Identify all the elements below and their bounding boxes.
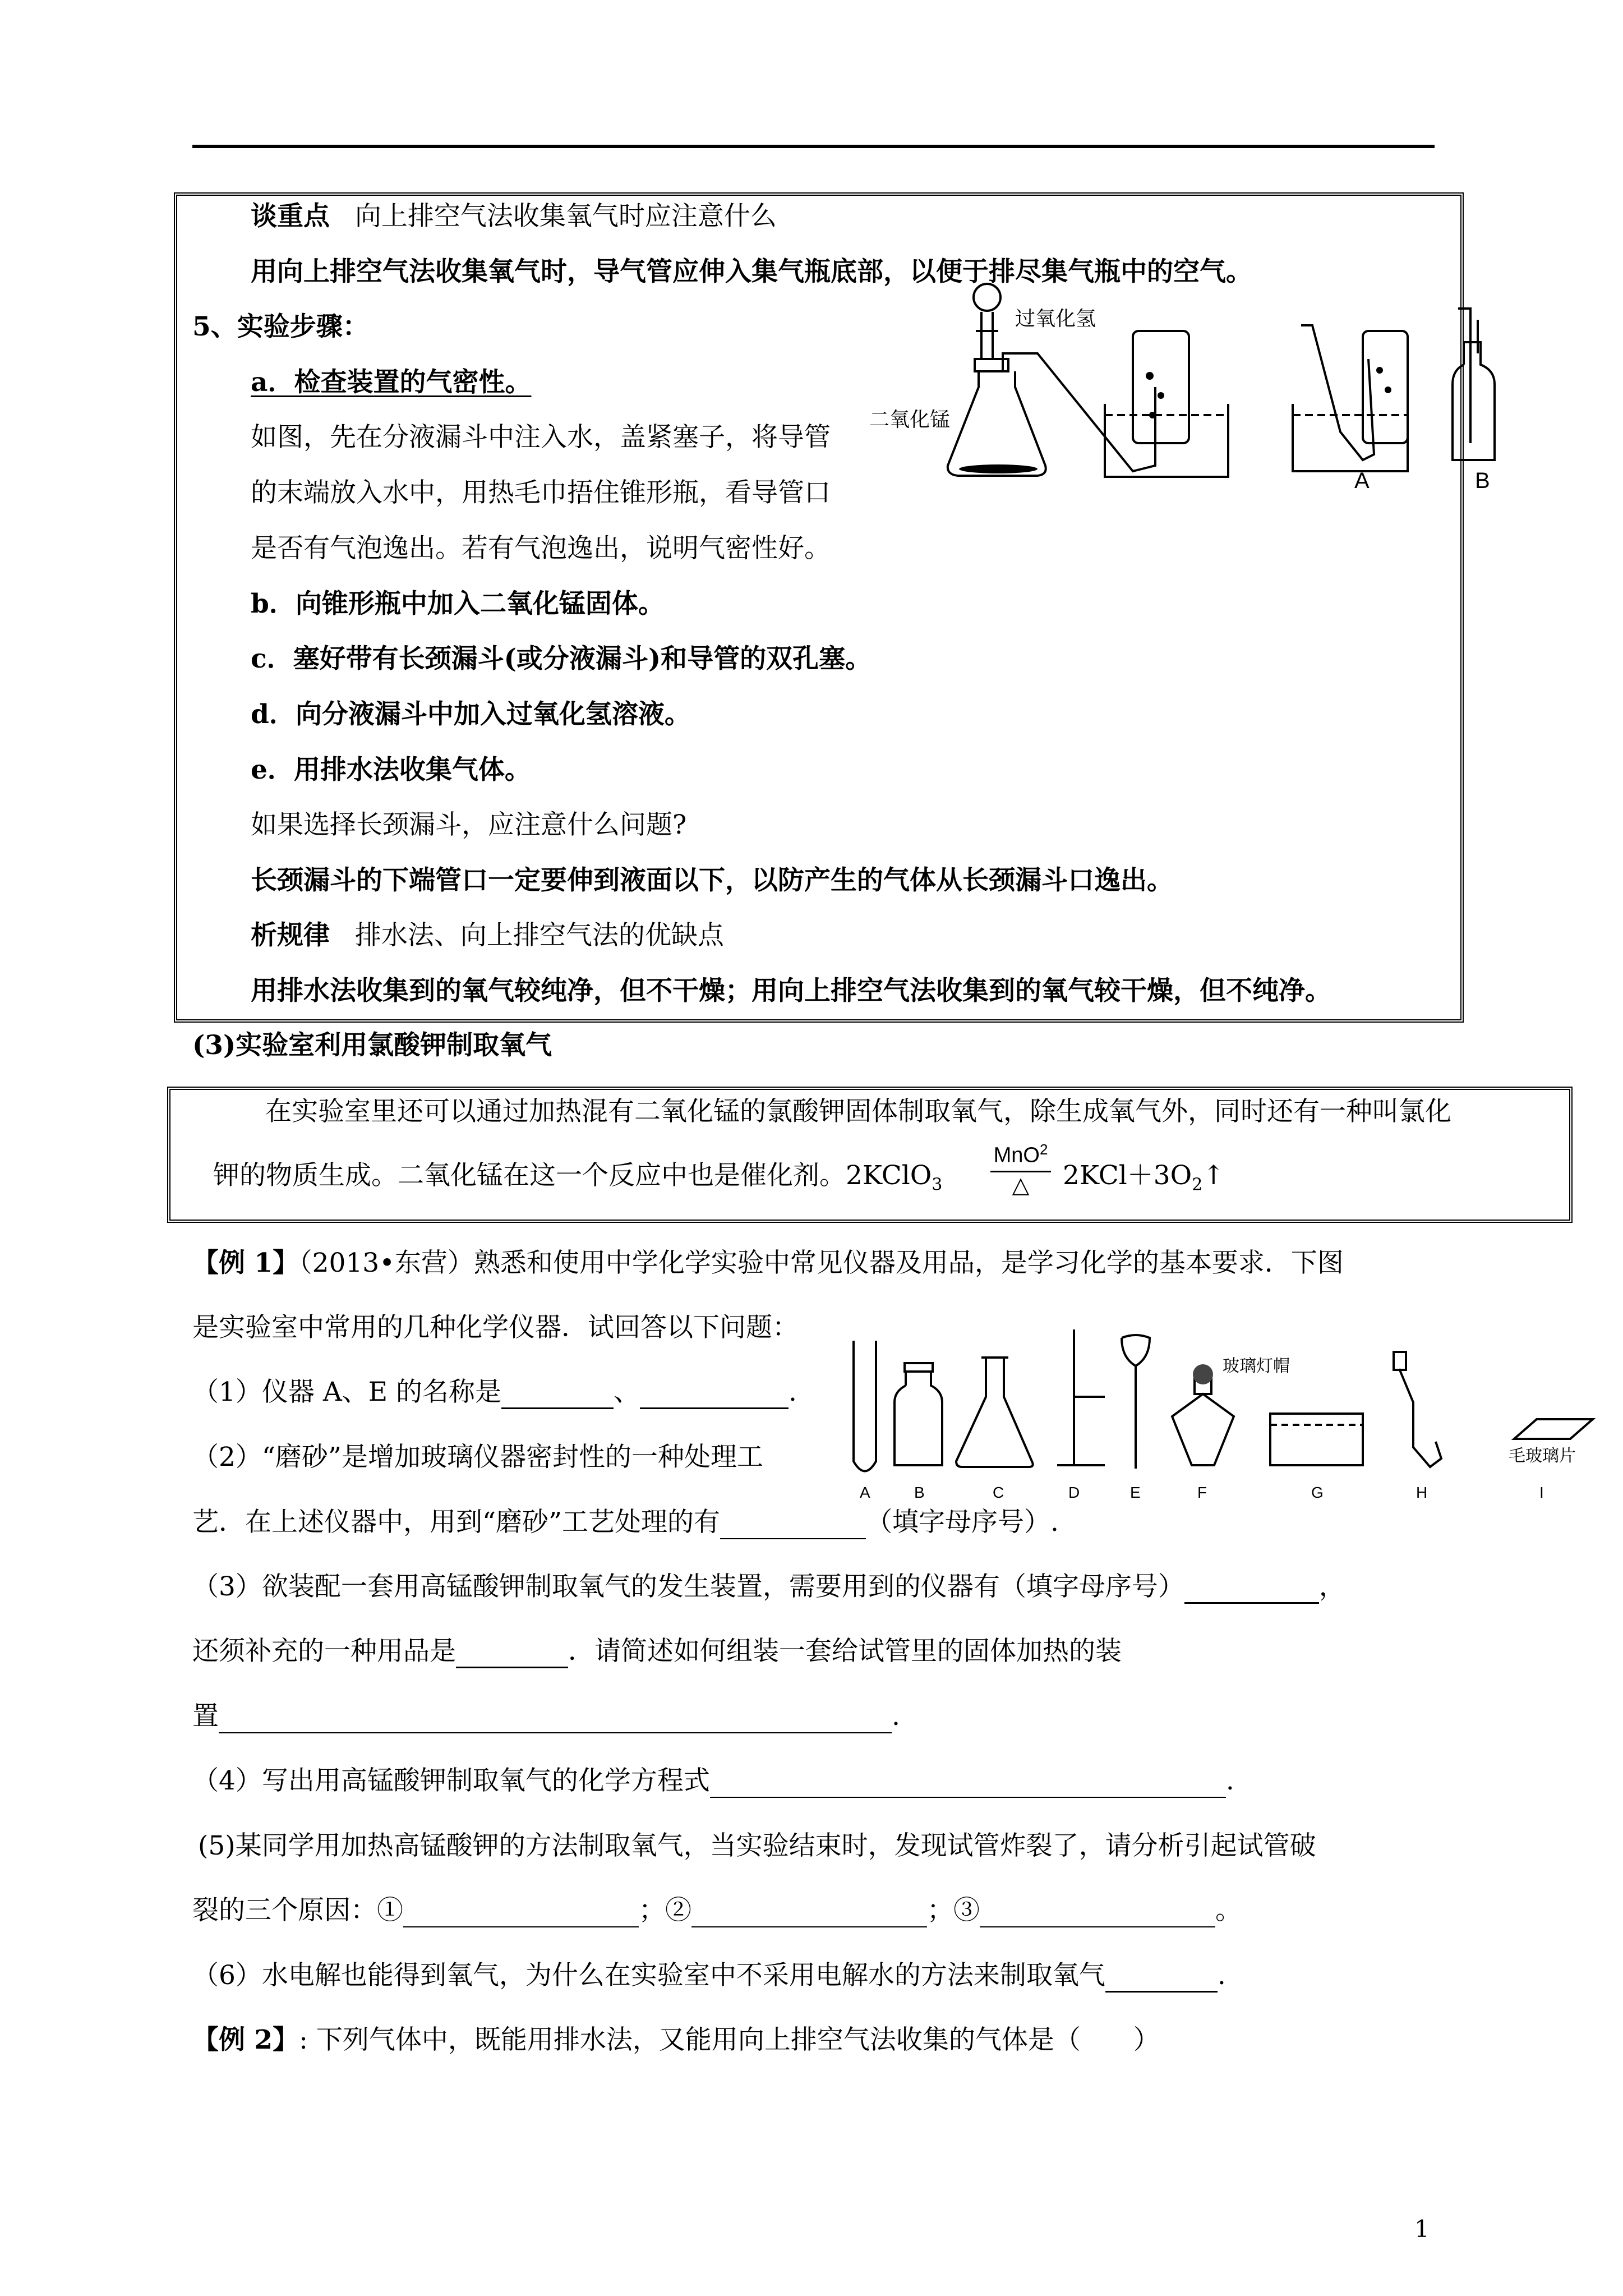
- q5-blank-1[interactable]: [403, 1902, 639, 1927]
- setup-a-label: A: [1354, 468, 1370, 493]
- ex1-q6: [192, 1959, 1226, 1993]
- header-rule: [192, 145, 1435, 148]
- q6-end: .: [1217, 1960, 1226, 1991]
- q1-end: .: [789, 1377, 797, 1407]
- gas-arrow: ↑: [1202, 1160, 1225, 1191]
- ex1-intro-2: 是实验室中常用的几种化学仪器．试回答以下问题：: [192, 1312, 799, 1343]
- q2-text: 艺．在上述仪器中，用到“磨砂”工艺处理的有: [192, 1507, 721, 1538]
- rule-text: 排水法、向上排空气法的优缺点: [354, 920, 724, 951]
- ex1-intro-1: [192, 1246, 1344, 1280]
- q5-sep-2: ；③: [927, 1895, 980, 1926]
- kclo3-products: [1063, 1159, 1225, 1202]
- q5-text: 裂的三个原因：①: [192, 1895, 403, 1926]
- q3-end: .: [892, 1701, 900, 1732]
- section-3-title: (3)实验室利用氯酸钾制取氧气: [192, 1030, 552, 1061]
- catalyst-label: MnO: [993, 1143, 1040, 1167]
- h2o2-label: 过氧化氢: [1015, 307, 1096, 330]
- ex1-q3-3: [192, 1700, 900, 1733]
- instrument-label-g: G: [1311, 1484, 1324, 1501]
- lamp-cap-label: 玻璃灯帽: [1223, 1357, 1290, 1375]
- instruments-figure: [841, 1318, 1604, 1503]
- answer-comparison: 用排水法收集到的氧气较纯净，但不干燥；用向上排空气法收集到的氧气较干燥，但不纯净。: [251, 976, 1331, 1006]
- instrument-label-h: H: [1416, 1484, 1428, 1501]
- instrument-label-f: F: [1197, 1484, 1207, 1501]
- catalyst-superscript: 2: [1039, 1141, 1048, 1158]
- ex1-q3-1: [192, 1570, 1345, 1604]
- q5-sep-1: ；②: [639, 1895, 691, 1926]
- q3-assemble-text: ．请简述如何组装一套给试管里的固体加热的装: [568, 1636, 1122, 1667]
- key-point-heading: [251, 200, 777, 233]
- heat-symbol: △: [1012, 1172, 1030, 1198]
- q1-blank-2[interactable]: [640, 1383, 789, 1409]
- step-a-desc-3: 是否有气泡逸出。若有气泡逸出，说明气密性好。: [251, 533, 831, 564]
- reaction-condition: [987, 1137, 1054, 1198]
- q6-text: （6）水电解也能得到氧气，为什么在实验室中不采用电解水的方法来制取氧气: [192, 1960, 1105, 1991]
- o2-subscript: 2: [1192, 1175, 1203, 1195]
- q3-device-text: 置: [192, 1701, 219, 1732]
- frosted-glass-label: 毛玻璃片: [1509, 1447, 1576, 1465]
- q5-blank-3[interactable]: [980, 1902, 1215, 1927]
- instrument-label-i: I: [1539, 1484, 1544, 1501]
- page-number: 1: [1414, 2215, 1430, 2243]
- funnel-question: 如果选择长颈漏斗，应注意什么问题?: [251, 809, 687, 840]
- ex1-tag: 【例 1】: [192, 1248, 299, 1278]
- kclo3-line-2: [213, 1159, 942, 1202]
- key-point-tag: 谈重点: [251, 201, 330, 232]
- q4-text: （4）写出用高锰酸钾制取氧气的化学方程式: [192, 1765, 710, 1796]
- answer-upward-air: 用向上排空气法收集氧气时，导气管应伸入集气瓶底部，以便于排尽集气瓶中的空气。: [251, 256, 1252, 287]
- rule-heading: [251, 919, 724, 953]
- q3-supply-text: 还须补充的一种用品是: [192, 1636, 456, 1667]
- step-c: c．塞好带有长颈漏斗(或分液漏斗)和导管的双孔塞。: [251, 643, 872, 674]
- step-a-desc-1: 如图，先在分液漏斗中注入水，盖紧塞子，将导管: [251, 422, 831, 453]
- ex1-q5-1: (5)某同学用加热高锰酸钾的方法制取氧气，当实验结束时，发现试管炸裂了，请分析引起试管破: [198, 1830, 1316, 1861]
- kclo3-text: 钾的物质生成。二氧化锰在这一个反应中也是催化剂。2KClO: [213, 1160, 932, 1191]
- ex1-q2-1: （2）“磨砂”是增加玻璃仪器密封性的一种处理工: [192, 1442, 763, 1473]
- answer-funnel: 长颈漏斗的下端管口一定要伸到液面以下，以防产生的气体从长颈漏斗口逸出。: [251, 865, 1173, 896]
- q3-text: （3）欲装配一套用高锰酸钾制取氧气的发生装置，需要用到的仪器有（填字母序号）: [192, 1571, 1184, 1602]
- ex1-q5-2: [192, 1894, 1242, 1927]
- q3-comma: ，: [1318, 1571, 1345, 1602]
- products-text: 2KCl＋3O: [1063, 1160, 1192, 1191]
- q3-blank-2[interactable]: [456, 1642, 568, 1668]
- q1-blank-1[interactable]: [501, 1383, 614, 1409]
- instrument-label-e: E: [1130, 1484, 1141, 1501]
- q2-blank[interactable]: [720, 1513, 866, 1539]
- ex2-tag: 【例 2】: [192, 2024, 299, 2055]
- q4-end: .: [1225, 1765, 1234, 1796]
- ex1-intro-text: （2013•东营）熟悉和使用中学化学实验中常见仪器及用品，是学习化学的基本要求．下图: [299, 1248, 1344, 1278]
- mno2-label: 二氧化锰: [869, 408, 951, 431]
- ex1-q3-2: [192, 1635, 1122, 1668]
- step-a-desc-2: 的末端放入水中，用热毛巾捂住锥形瓶，看导管口: [251, 477, 831, 508]
- q1-text: （1）仪器 A、E 的名称是: [192, 1377, 502, 1407]
- key-point-text: 向上排空气法收集氧气时应注意什么: [354, 201, 777, 232]
- instrument-label-d: D: [1068, 1484, 1080, 1501]
- q6-blank[interactable]: [1105, 1966, 1218, 1993]
- ex1-q4: [192, 1764, 1234, 1798]
- kclo3-line-1: 在实验室里还可以通过加热混有二氧化锰的氯酸钾固体制取氧气，除生成氧气外，同时还有一种叫氯化: [265, 1096, 1451, 1127]
- q2-end: （填字母序号）.: [866, 1507, 1059, 1538]
- setup-b-label: B: [1475, 468, 1490, 493]
- q3-blank-3[interactable]: [219, 1708, 892, 1733]
- kclo3-subscript: 3: [932, 1175, 943, 1195]
- ex1-q1: [192, 1375, 797, 1409]
- step-e: e．用排水法收集气体。: [251, 754, 531, 785]
- ex2-text: : 下列气体中，既能用排水法，又能用向上排空气法收集的气体是（ ）: [299, 2024, 1160, 2055]
- oxygen-apparatus-figure: [869, 275, 1537, 510]
- ex1-q2-2: [192, 1506, 1059, 1539]
- step-d: d．向分液漏斗中加入过氧化氢溶液。: [251, 699, 691, 730]
- q4-blank[interactable]: [710, 1772, 1226, 1798]
- q1-sep: 、: [614, 1377, 640, 1407]
- instrument-label-b: B: [914, 1484, 925, 1501]
- step-b: b．向锥形瓶中加入二氧化锰固体。: [251, 588, 665, 619]
- instrument-label-a: A: [860, 1484, 870, 1501]
- q3-blank-1[interactable]: [1184, 1577, 1319, 1604]
- q5-blank-2[interactable]: [691, 1902, 927, 1927]
- step-a: a．检查装置的气密性。: [251, 367, 532, 398]
- instrument-label-c: C: [993, 1484, 1004, 1501]
- q5-end: 。: [1215, 1895, 1242, 1926]
- ex2-question: [192, 2023, 1160, 2057]
- steps-title: 5、实验步骤：: [192, 311, 369, 342]
- rule-tag: 析规律: [251, 920, 330, 951]
